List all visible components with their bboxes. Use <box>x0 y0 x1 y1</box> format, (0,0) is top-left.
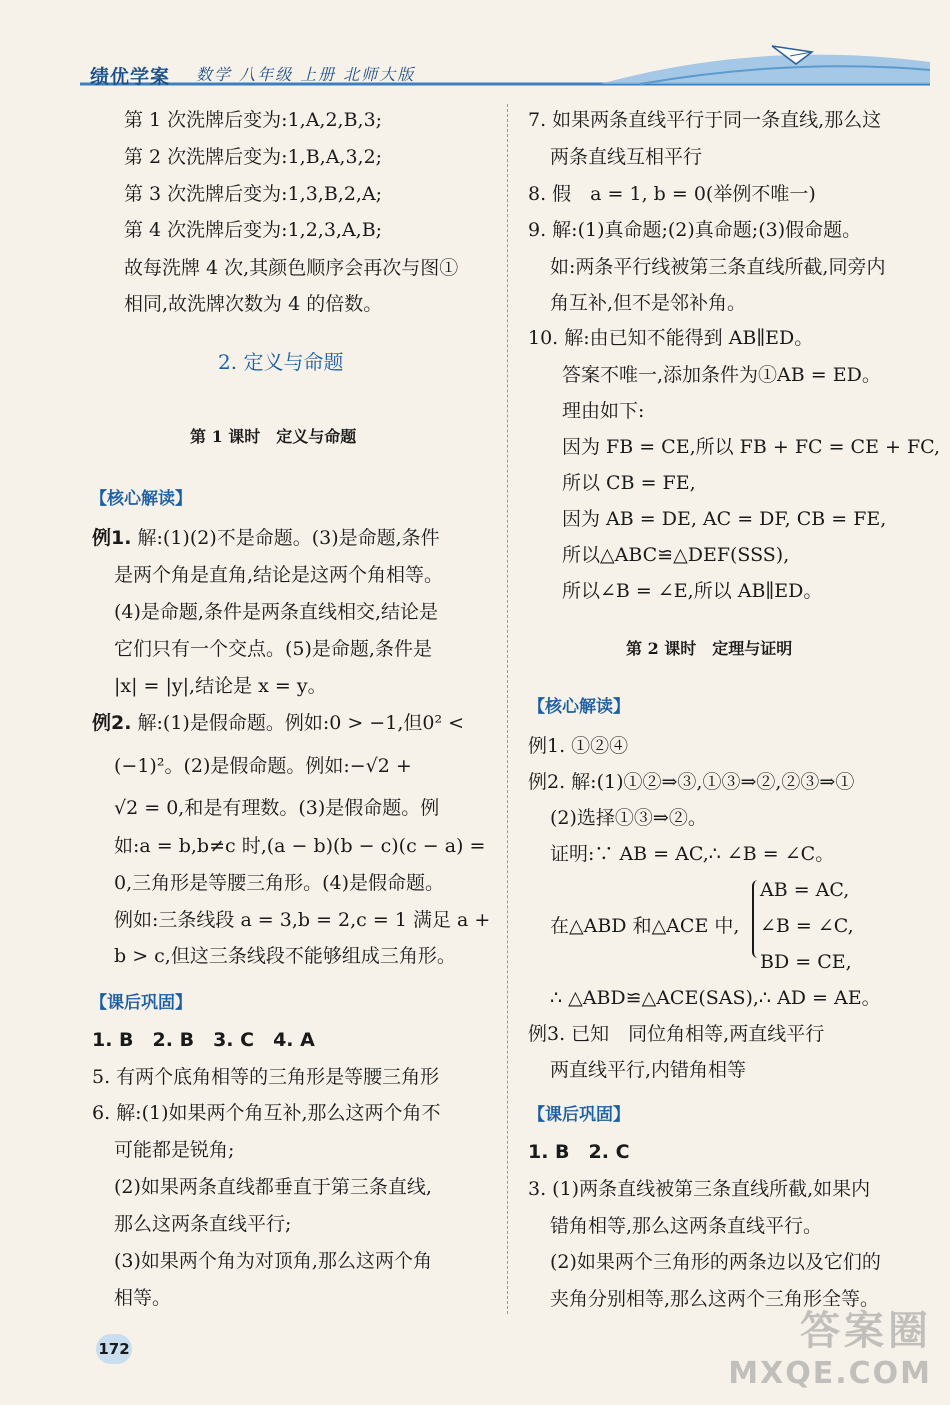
answer-line: 1. B 2. B 3. C 4. A <box>92 1029 315 1051</box>
example-2-line: (−1)²。(2)是假命题。例如:−√2 + <box>114 755 412 777</box>
watermark-title: 答案圈 <box>800 1308 932 1354</box>
answer-line: 相等。 <box>114 1287 172 1309</box>
answer-line: 所以∠B = ∠E,所以 AB∥ED。 <box>562 580 823 602</box>
watermark <box>728 1299 932 1391</box>
answer-line: 错角相等,那么这两条直线平行。 <box>550 1215 823 1237</box>
example-1-line: 例1. 解:(1)(2)不是命题。(3)是命题,条件 <box>92 527 440 549</box>
answer-line: 可能都是锐角; <box>114 1139 235 1161</box>
shuffle-line: 第 4 次洗牌后变为:1,2,3,A,B; <box>124 219 383 241</box>
shuffle-line: 第 3 次洗牌后变为:1,3,B,2,A; <box>124 183 383 205</box>
brand-logo: 绩优学案 <box>90 66 171 88</box>
answer-line: 7. 如果两条直线平行于同一条直线,那么这 <box>528 109 882 131</box>
shuffle-line: 故每洗牌 4 次,其颜色顺序会再次与图① <box>124 257 459 279</box>
example-line: 两直线平行,内错角相等 <box>550 1059 747 1081</box>
lesson-title: 第 1 课时 定义与命题 <box>190 427 357 446</box>
answer-line: 9. 解:(1)真命题;(2)真命题;(3)假命题。 <box>528 219 862 241</box>
example-1-line: 是两个角是直角,结论是这两个角相等。 <box>114 564 444 586</box>
example-2-line: 0,三角形是等腰三角形。(4)是假命题。 <box>114 872 445 894</box>
example-2-line: b > c,但这三条线段不能够组成三角形。 <box>114 945 456 967</box>
example-2-line: 例2. 解:(1)是假命题。例如:0 > −1,但0² < <box>92 712 465 734</box>
example-1-line: (4)是命题,条件是两条直线相交,结论是 <box>114 601 438 623</box>
example-1-line: 它们只有一个交点。(5)是命题,条件是 <box>114 638 432 660</box>
page-header <box>0 0 950 90</box>
answer-line: 理由如下: <box>562 400 645 422</box>
example-line: 例2. 解:(1)①②⇒③,①③⇒②,②③⇒① <box>528 771 855 793</box>
shuffle-line: 第 1 次洗牌后变为:1,A,2,B,3; <box>124 109 383 131</box>
core-tag: 【核心解读】 <box>528 697 630 717</box>
answer-line: (3)如果两个角为对顶角,那么这两个角 <box>114 1250 432 1272</box>
answer-line: 6. 解:(1)如果两个角互补,那么这两个角不 <box>92 1102 441 1124</box>
answer-line: 所以 CB = FE, <box>562 472 696 494</box>
after-class-tag: 【课后巩固】 <box>528 1105 630 1125</box>
lesson-title: 第 2 课时 定理与证明 <box>626 639 793 658</box>
answer-line: 10. 解:由已知不能得到 AB∥ED。 <box>528 327 814 349</box>
shuffle-line: 相同,故洗牌次数为 4 的倍数。 <box>124 293 383 315</box>
example-line: 例3. 已知 同位角相等,两直线平行 <box>528 1023 825 1045</box>
proof-end: ∴ △ABD≌△ACE(SAS),∴ AD = AE。 <box>550 987 881 1009</box>
example-1-line: |x| = |y|,结论是 x = y。 <box>114 675 327 697</box>
answer-line: 两条直线互相平行 <box>550 146 703 168</box>
example-label: 例2. <box>92 712 132 734</box>
answer-line: 3. (1)两条直线被第三条直线所截,如果内 <box>528 1178 871 1200</box>
answer-line: 因为 FB = CE,所以 FB + FC = CE + FC, <box>562 436 941 458</box>
answer-line: (2)如果两条直线都垂直于第三条直线, <box>114 1176 432 1198</box>
section-title: 2. 定义与命题 <box>218 350 344 374</box>
answer-line: 那么这两条直线平行; <box>114 1213 292 1235</box>
brace-line: ∠B = ∠C, <box>760 915 854 937</box>
answer-line: 所以△ABC≌△DEF(SSS), <box>562 544 790 566</box>
answer-line: (2)如果两个三角形的两条边以及它们的 <box>550 1251 881 1273</box>
answer-line: 因为 AB = DE, AC = DF, CB = FE, <box>562 508 887 530</box>
example-line: 例1. ①②④ <box>528 735 629 757</box>
column-divider <box>507 104 508 1314</box>
shuffle-line: 第 2 次洗牌后变为:1,B,A,3,2; <box>124 146 383 168</box>
answer-line: 1. B 2. C <box>528 1141 630 1163</box>
example-2-line: 如:a = b,b≠c 时,(a − b)(b − c)(c − a) = <box>114 835 486 857</box>
answer-line: 角互补,但不是邻补角。 <box>550 292 747 314</box>
answer-line: 8. 假 a = 1, b = 0(举例不唯一) <box>528 183 816 205</box>
example-2-line: √2 = 0,和是有理数。(3)是假命题。例 <box>114 797 440 819</box>
example-label: 例1. <box>92 527 132 549</box>
proof-intro: 在△ABD 和△ACE 中, <box>550 915 740 937</box>
watermark-url: MXQE.COM <box>728 1356 932 1391</box>
page-number: 172 <box>96 1334 132 1364</box>
answer-line: 如:两条平行线被第三条直线所截,同旁内 <box>550 256 886 278</box>
core-tag: 【核心解读】 <box>90 489 192 509</box>
brace-line: BD = CE, <box>760 951 852 973</box>
answer-line: 夹角分别相等,那么这两个三角形全等。 <box>550 1288 880 1310</box>
brace-line: AB = AC, <box>760 879 850 901</box>
example-line: (2)选择①③⇒②。 <box>550 807 707 829</box>
answer-line: 答案不唯一,添加条件为①AB = ED。 <box>562 364 881 386</box>
example-line: 证明:∵ AB = AC,∴ ∠B = ∠C。 <box>550 843 835 865</box>
example-2-line: 例如:三条线段 a = 3,b = 2,c = 1 满足 a + <box>114 909 491 931</box>
after-class-tag: 【课后巩固】 <box>90 993 192 1013</box>
answer-line: 5. 有两个底角相等的三角形是等腰三角形 <box>92 1066 440 1088</box>
subject-line: 数学 八年级 上册 北师大版 <box>196 65 416 84</box>
